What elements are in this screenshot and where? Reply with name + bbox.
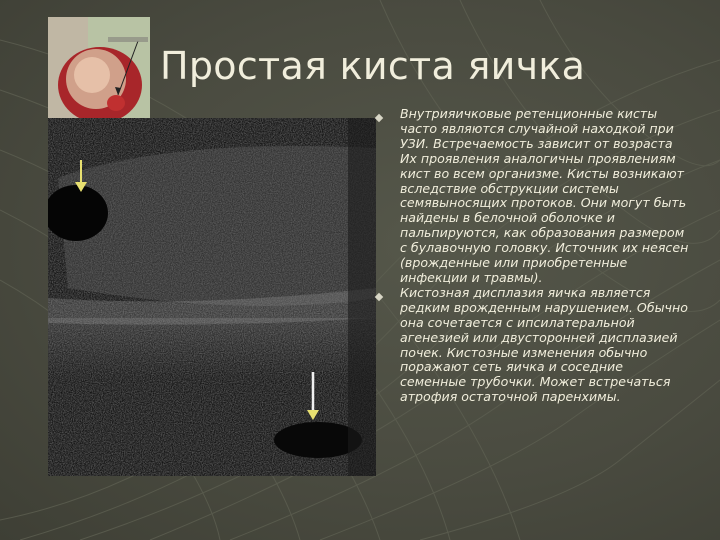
- bullet-text: Внутрияичковые ретенционные кисты часто являются случайной находкой при УЗИ. Встречаемость зависит от возраста Их проявления аналогичны проявлениям кист во всем организме. Кисты возникают вследствие обструкции системы семявыносящих протоков. Они могут быть найдены в белочной оболочке и пальпируются, как образования размером с булавочную головку. Источник их неясен (врожденные или приобретенные инфекции и травмы).: [400, 106, 689, 285]
- bullet-item: [372, 286, 692, 405]
- testis-specimen-photo: [48, 17, 150, 120]
- arrow-down-icon: [306, 372, 320, 420]
- bullet-diamond-icon: [375, 293, 383, 301]
- ultrasound-image: [48, 118, 376, 476]
- arrow-down-icon: [74, 160, 88, 192]
- slide-title: Простая киста яичка: [160, 44, 586, 88]
- bullet-diamond-icon: [375, 114, 383, 122]
- bullet-item: [372, 107, 692, 286]
- bullet-list: [372, 107, 692, 405]
- bullet-text: Кистозная дисплазия яичка является редким врожденным нарушением. Обычно она сочетается с ипсилатеральной агенезией или двусторонней дисплазией почек. Кистозные изменения обычно поражают сеть яичка и соседние семенные трубочки. Может встречаться атрофия остаточной паренхимы.: [400, 284, 688, 405]
